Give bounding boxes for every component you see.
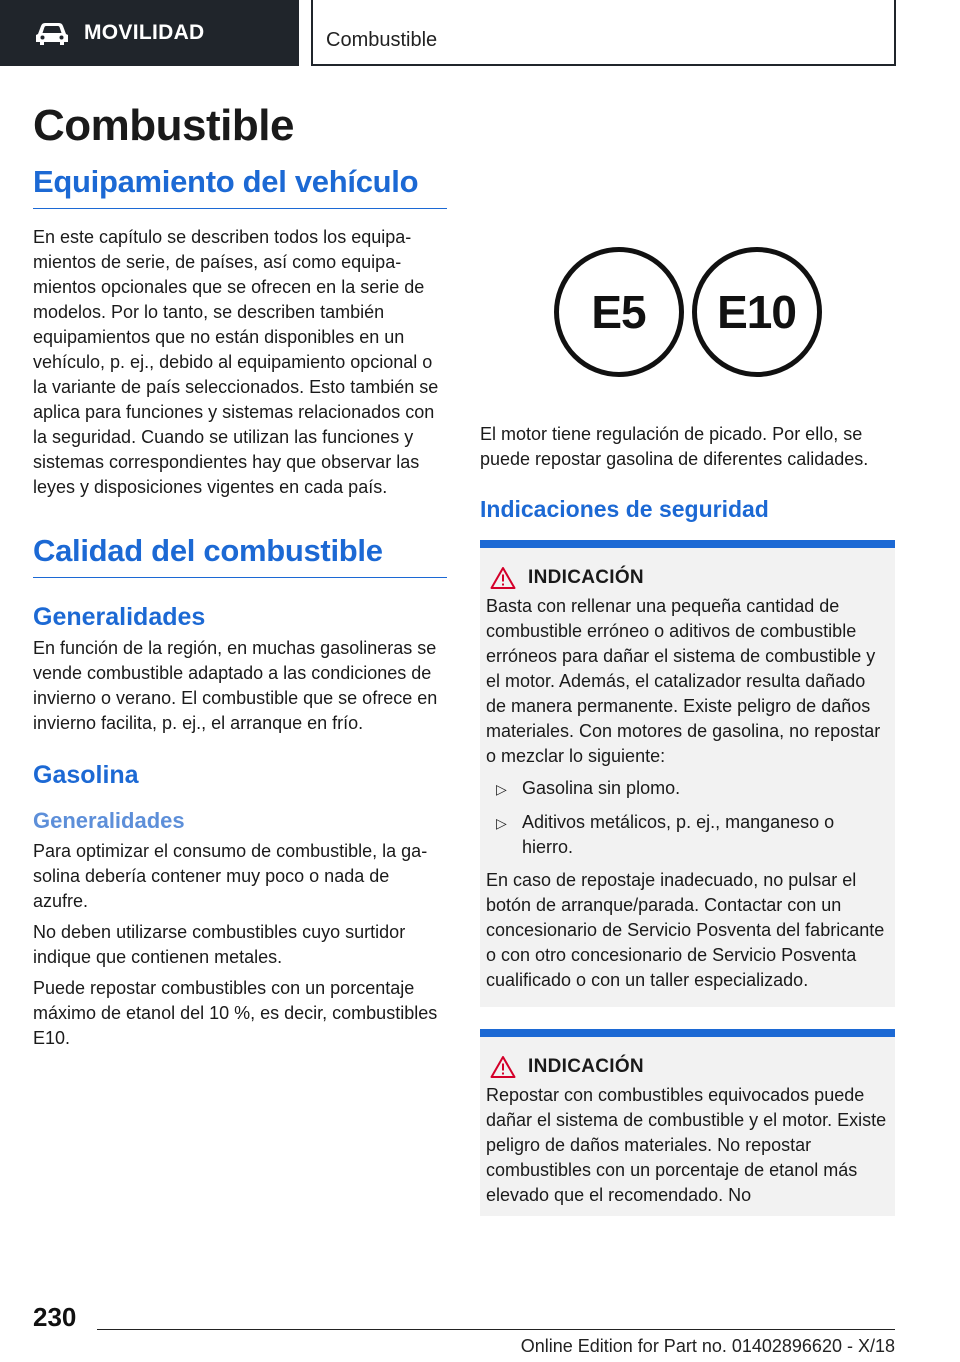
notice-box-2 — [480, 1029, 895, 1216]
fuel-badge-e5: E5 — [554, 247, 684, 377]
notice-header — [486, 566, 889, 590]
fuel-quality-heading: Calidad del combustible — [33, 532, 447, 578]
list-item — [496, 810, 889, 860]
notice-header — [486, 1055, 889, 1079]
warning-icon — [490, 566, 516, 590]
gasoline-paragraph-2: No deben utilizarse combustibles cuyo surtidor indique que contienen metales. — [33, 921, 406, 967]
list-item-text: Gasolina sin plomo. — [522, 777, 681, 798]
footer-divider — [97, 1329, 895, 1330]
equipment-heading: Equipamiento del vehículo — [33, 163, 447, 209]
section-label: MOVILIDAD — [84, 21, 205, 44]
fuel-badge-e10: E10 — [692, 247, 822, 377]
gasoline-general-heading: Generalidades — [33, 808, 185, 834]
header-breadcrumb-box — [311, 0, 896, 66]
gasoline-paragraph-1: Para optimizar el consumo de combustible, la gasolina debería contener muy poco o nada de azufre. — [33, 840, 428, 911]
page-title: Combustible — [33, 101, 294, 150]
gasoline-paragraph-3: Puede repostar combustibles con un porcentaje máximo de etanol del 10 %, es decir, combustibles E10. — [33, 977, 438, 1048]
left-column — [33, 98, 447, 1051]
general-text: En función de la región, en muchas gasolineras se vende combustible adaptado a las condiciones de invierno o verano. El combustible que se ofrece en invierno facilita, p. ej., el arranque en frío. — [33, 638, 438, 734]
safety-heading: Indicaciones de seguridad — [480, 496, 769, 522]
gasoline-heading: Gasolina — [33, 761, 139, 790]
engine-text: El motor tiene regulación de picado. Por ello, se puede repostar gasolina de diferentes calidades. — [480, 424, 869, 469]
notice-label: INDICACIÓN — [528, 1055, 644, 1077]
list-item-text: Aditivos metálicos, p. ej., manganeso o hierro. — [522, 811, 835, 857]
car-icon — [34, 20, 70, 46]
notice-text-2: En caso de repostaje inadecuado, no pulsar el botón de arranque/parada. Contactar con un concesionario de Servicio Posventa del fabricante o con otro concesionario de Servicio Posventa cualificado o con un taller especializado. — [486, 869, 885, 990]
notice-list — [496, 776, 889, 860]
notice-text: Repostar con combustibles equivocados puede dañar el sistema de combustible y el motor. Existe peligro de daños materiales. No repostar combustibles con un porcentaje de etanol más elevado que el recomendado. No — [486, 1084, 887, 1205]
warning-icon — [490, 1055, 516, 1079]
equipment-text: En este capítulo se describen todos los equipamientos de serie, de países, así como equipamientos opcionales que se ofrecen en la serie de modelos. Por lo tanto, se describen también equipamientos que no están disponibles en un vehículo, p. ej., debido al equipamiento opcional o la variante de país seleccionados. Esto también se aplica para funciones y sistemas relacionados con la seguridad. Cuando se utilizan las funciones y sistemas correspondientes hay que observar las leyes y disposiciones vigentes en cada país. — [33, 227, 439, 498]
page-number: 230 — [33, 1302, 77, 1332]
right-column — [480, 232, 895, 1216]
notice-box-1 — [480, 540, 895, 1007]
breadcrumb: Combustible — [326, 29, 438, 51]
triangle-bullet-icon: ▷ — [496, 814, 507, 831]
notice-label: INDICACIÓN — [528, 566, 644, 588]
general-heading: Generalidades — [33, 603, 206, 632]
fuel-badges — [480, 232, 895, 392]
footer-edition: Online Edition for Part no. 01402896620 - X/18 — [520, 1336, 895, 1356]
list-item — [496, 776, 889, 802]
triangle-bullet-icon: ▷ — [496, 780, 507, 797]
notice-text: Basta con rellenar una pequeña cantidad de combustible erróneo o aditivos de combustible erróneos para dañar el sistema de combustible y el motor. Además, el catalizador resulta dañado de manera permanente. Existe peligro de daños materiales. Con motores de gasolina, no repostar o mezclar lo siguiente: — [486, 595, 881, 766]
header-section-tab — [0, 0, 299, 66]
